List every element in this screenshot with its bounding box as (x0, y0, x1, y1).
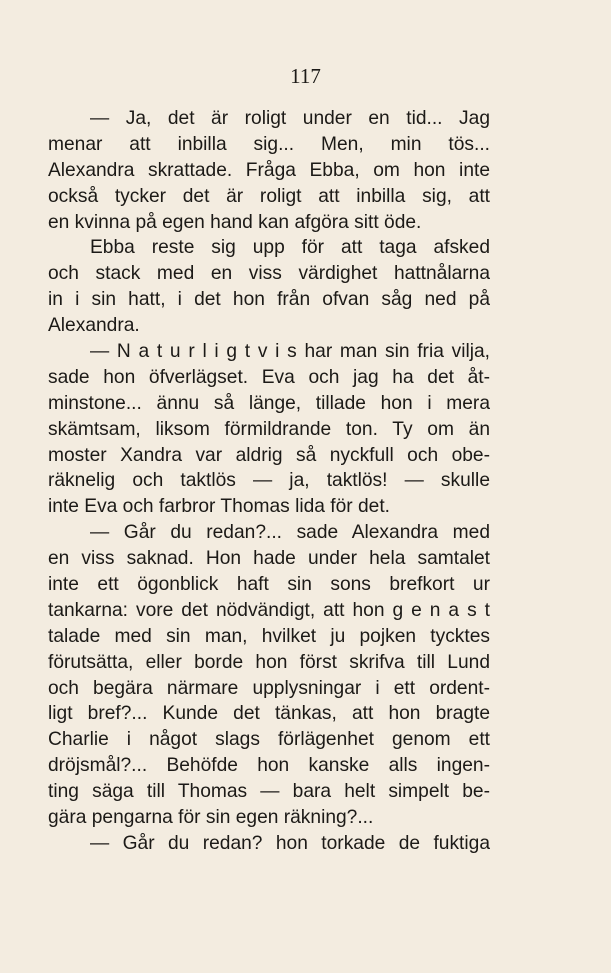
text-line: ting säga till Thomas — bara helt simpelt be- (48, 781, 490, 803)
text-line: gära pengarna för sin egen räkning?... (48, 807, 374, 829)
text-line: och stack med en viss värdighet hattnålarna (48, 263, 490, 285)
text-line: — N a t u r l i g t v i s har man sin fria vilja, (90, 341, 490, 363)
text-line: och begära närmare upplysningar i ett ordent- (48, 677, 490, 699)
text-line: menar att inbilla sig... Men, min tös... (48, 133, 490, 155)
text-line: Charlie i något slags förlägenhet genom ett (48, 729, 490, 751)
text-line: Ebba reste sig upp för att taga afsked (90, 237, 490, 259)
text-line: ligt bref?... Kunde det tänkas, att hon bragte (48, 703, 490, 725)
text-line: sade hon öfverlägset. Eva och jag ha det åt- (48, 366, 490, 388)
text-line: Alexandra. (48, 315, 140, 337)
text-line: en kvinna på egen hand kan afgöra sitt öde. (48, 211, 422, 233)
body-text (48, 106, 490, 857)
text-line: in i sin hatt, i det hon från ofvan såg ned på (48, 289, 490, 311)
text-line: skämtsam, liksom förmildrande ton. Ty om än (48, 418, 490, 440)
text-line: förutsätta, eller borde hon först skrifva till Lund (48, 651, 490, 673)
text-line: inte ett ögonblick haft sin sons brefkort ur (48, 574, 490, 596)
text-line: tankarna: vore det nödvändigt, att hon g e n a s t (48, 599, 490, 621)
text-line: Alexandra skrattade. Fråga Ebba, om hon inte (48, 159, 490, 181)
text-line: en viss saknad. Hon hade under hela samtalet (48, 548, 490, 570)
text-line: dröjsmål?... Behöfde hon kanske alls ingen- (48, 755, 490, 777)
text-line: — Går du redan? hon torkade de fuktiga (90, 832, 490, 854)
text-line: — Ja, det är roligt under en tid... Jag (90, 108, 490, 129)
page-number: 117 (290, 64, 321, 88)
text-line: minstone... ännu så länge, tillade hon i mera (48, 392, 490, 414)
text-line: — Går du redan?... sade Alexandra med (90, 522, 490, 544)
text-line: räknelig och taktlös — ja, taktlös! — skulle (48, 470, 490, 492)
text-line: talade med sin man, hvilket ju pojken tycktes (48, 625, 490, 647)
text-line: inte Eva och farbror Thomas lida för det. (48, 496, 390, 518)
text-line: moster Xandra var aldrig så nyckfull och obe- (48, 444, 490, 466)
text-line: också tycker det är roligt att inbilla sig, att (48, 185, 490, 207)
